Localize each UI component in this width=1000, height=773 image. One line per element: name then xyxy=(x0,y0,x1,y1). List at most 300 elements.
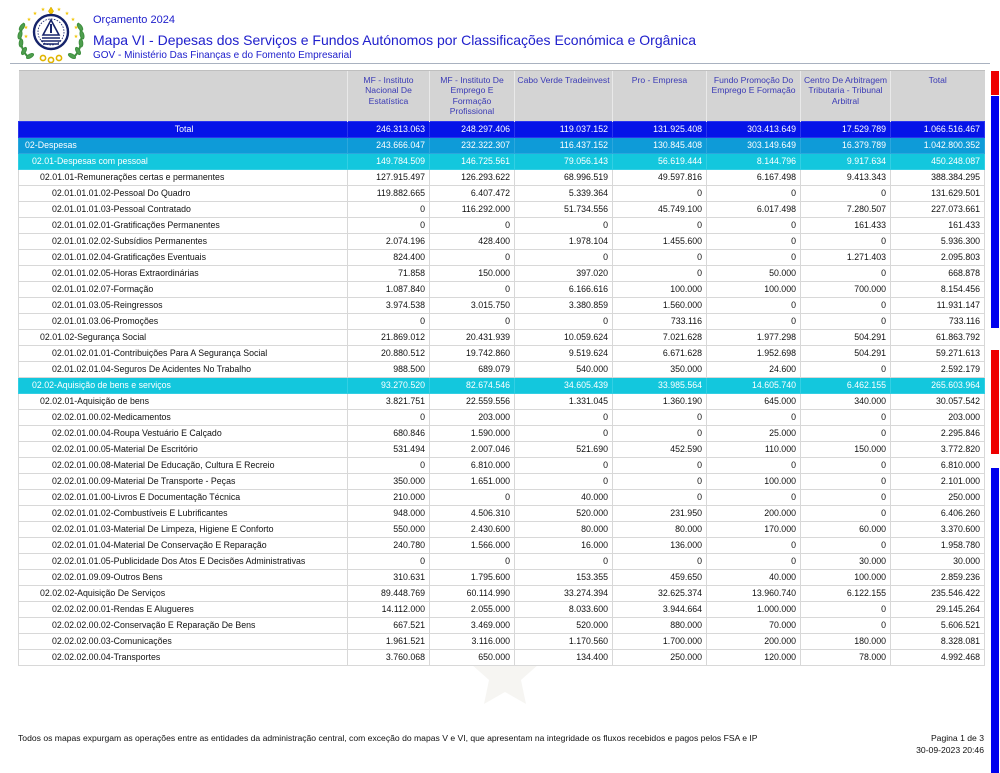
row-label-cell: 02.02.01.01.02-Combustíveis E Lubrificantes xyxy=(19,506,348,522)
corner-header-cell xyxy=(19,71,348,122)
table-row xyxy=(19,522,985,538)
budget-report xyxy=(18,70,985,666)
table-row xyxy=(19,442,985,458)
value-cell: 0 xyxy=(707,314,801,330)
value-cell: 243.666.047 xyxy=(348,138,430,154)
value-cell: 130.845.408 xyxy=(613,138,707,154)
value-cell: 452.590 xyxy=(613,442,707,458)
value-cell: 0 xyxy=(801,234,891,250)
value-cell: 6.406.260 xyxy=(891,506,985,522)
edge-bar-blue-upper xyxy=(991,96,999,328)
value-cell: 100.000 xyxy=(613,282,707,298)
value-cell: 9.917.634 xyxy=(801,154,891,170)
svg-text:★: ★ xyxy=(32,11,38,17)
value-cell: 2.007.046 xyxy=(430,442,515,458)
value-cell: 0 xyxy=(348,314,430,330)
value-cell: 1.360.190 xyxy=(613,394,707,410)
value-cell: 8.328.081 xyxy=(891,634,985,650)
value-cell: 1.087.840 xyxy=(348,282,430,298)
row-label-cell: 02.01.01.01.02-Pessoal Do Quadro xyxy=(19,186,348,202)
value-cell: 0 xyxy=(707,538,801,554)
value-cell: 0 xyxy=(801,426,891,442)
value-cell: 8.154.456 xyxy=(891,282,985,298)
row-label-cell: 02.02.01.00.02-Medicamentos xyxy=(19,410,348,426)
value-cell: 0 xyxy=(515,410,613,426)
table-row xyxy=(19,266,985,282)
table-row xyxy=(19,410,985,426)
value-cell: 1.795.600 xyxy=(430,570,515,586)
value-cell: 250.000 xyxy=(613,650,707,666)
value-cell: 78.000 xyxy=(801,650,891,666)
value-cell: 0 xyxy=(707,218,801,234)
value-cell: 0 xyxy=(801,362,891,378)
value-cell: 170.000 xyxy=(707,522,801,538)
value-cell: 0 xyxy=(801,314,891,330)
value-cell: 6.122.155 xyxy=(801,586,891,602)
row-label-cell: 02.02.01-Aquisição de bens xyxy=(19,394,348,410)
value-cell: 2.430.600 xyxy=(430,522,515,538)
value-cell: 3.116.000 xyxy=(430,634,515,650)
value-cell: 33.985.564 xyxy=(613,378,707,394)
value-cell: 0 xyxy=(801,474,891,490)
table-row xyxy=(19,506,985,522)
value-cell: 5.339.364 xyxy=(515,186,613,202)
value-cell: 0 xyxy=(801,490,891,506)
value-cell: 93.270.520 xyxy=(348,378,430,394)
value-cell: 1.978.104 xyxy=(515,234,613,250)
column-header-4: Fundo Promoção Do Emprego E Formação xyxy=(707,71,801,122)
value-cell: 700.000 xyxy=(801,282,891,298)
table-row xyxy=(19,650,985,666)
value-cell: 9.519.624 xyxy=(515,346,613,362)
value-cell: 6.810.000 xyxy=(891,458,985,474)
table-body xyxy=(19,122,985,666)
value-cell: 0 xyxy=(430,218,515,234)
value-cell: 200.000 xyxy=(707,506,801,522)
value-cell: 824.400 xyxy=(348,250,430,266)
value-cell: 0 xyxy=(613,554,707,570)
value-cell: 0 xyxy=(801,458,891,474)
value-cell: 231.950 xyxy=(613,506,707,522)
value-cell: 0 xyxy=(348,218,430,234)
table-row xyxy=(19,250,985,266)
value-cell: 0 xyxy=(515,426,613,442)
value-cell: 550.000 xyxy=(348,522,430,538)
value-cell: 0 xyxy=(801,266,891,282)
value-cell: 1.170.560 xyxy=(515,634,613,650)
value-cell: 0 xyxy=(430,554,515,570)
value-cell: 733.116 xyxy=(613,314,707,330)
value-cell: 1.977.298 xyxy=(707,330,801,346)
value-cell: 203.000 xyxy=(430,410,515,426)
value-cell: 16.379.789 xyxy=(801,138,891,154)
table-row xyxy=(19,602,985,618)
value-cell: 71.858 xyxy=(348,266,430,282)
value-cell: 29.145.264 xyxy=(891,602,985,618)
value-cell: 131.925.408 xyxy=(613,122,707,138)
value-cell: 388.384.295 xyxy=(891,170,985,186)
value-cell: 34.605.439 xyxy=(515,378,613,394)
value-cell: 161.433 xyxy=(891,218,985,234)
value-cell: 127.915.497 xyxy=(348,170,430,186)
value-cell: 0 xyxy=(430,314,515,330)
value-cell: 645.000 xyxy=(707,394,801,410)
report-header xyxy=(93,14,696,61)
value-cell: 350.000 xyxy=(613,362,707,378)
value-cell: 6.810.000 xyxy=(430,458,515,474)
svg-text:★: ★ xyxy=(40,7,46,13)
table-row xyxy=(19,186,985,202)
value-cell: 3.760.068 xyxy=(348,650,430,666)
budget-table xyxy=(18,70,985,666)
value-cell: 0 xyxy=(430,282,515,298)
value-cell: 2.101.000 xyxy=(891,474,985,490)
value-cell: 10.059.624 xyxy=(515,330,613,346)
value-cell: 14.605.740 xyxy=(707,378,801,394)
value-cell: 520.000 xyxy=(515,618,613,634)
row-label-cell: 02.02.01.01.00-Livros E Documentação Técnica xyxy=(19,490,348,506)
table-row xyxy=(19,330,985,346)
table-row xyxy=(19,394,985,410)
cabo-verde-emblem-logo xyxy=(12,5,90,63)
value-cell: 0 xyxy=(613,186,707,202)
value-cell: 89.448.769 xyxy=(348,586,430,602)
value-cell: 0 xyxy=(801,538,891,554)
value-cell: 227.073.661 xyxy=(891,202,985,218)
value-cell: 4.992.468 xyxy=(891,650,985,666)
value-cell: 6.017.498 xyxy=(707,202,801,218)
value-cell: 45.749.100 xyxy=(613,202,707,218)
table-row xyxy=(19,346,985,362)
value-cell: 3.380.859 xyxy=(515,298,613,314)
value-cell: 0 xyxy=(707,490,801,506)
value-cell: 0 xyxy=(801,298,891,314)
value-cell: 0 xyxy=(515,458,613,474)
value-cell: 0 xyxy=(613,410,707,426)
value-cell: 680.846 xyxy=(348,426,430,442)
value-cell: 265.603.964 xyxy=(891,378,985,394)
value-cell: 0 xyxy=(707,234,801,250)
table-row xyxy=(19,154,985,170)
value-cell: 180.000 xyxy=(801,634,891,650)
row-label-cell: 02.01.02.01.04-Seguros De Acidentes No Trabalho xyxy=(19,362,348,378)
value-cell: 504.291 xyxy=(801,346,891,362)
column-header-5: Centro De Arbitragem Tributaria - Tribunal Arbitral xyxy=(801,71,891,122)
value-cell: 668.878 xyxy=(891,266,985,282)
value-cell: 33.274.394 xyxy=(515,586,613,602)
value-cell: 200.000 xyxy=(707,634,801,650)
value-cell: 119.882.665 xyxy=(348,186,430,202)
table-row xyxy=(19,122,985,138)
value-cell: 19.742.860 xyxy=(430,346,515,362)
value-cell: 59.271.613 xyxy=(891,346,985,362)
value-cell: 1.331.045 xyxy=(515,394,613,410)
value-cell: 14.112.000 xyxy=(348,602,430,618)
page-info xyxy=(916,732,984,756)
value-cell: 51.734.556 xyxy=(515,202,613,218)
table-row xyxy=(19,618,985,634)
value-cell: 22.559.556 xyxy=(430,394,515,410)
value-cell: 450.248.087 xyxy=(891,154,985,170)
page-number: Pagina 1 de 3 xyxy=(930,733,984,743)
row-label-cell: 02.02.01.00.09-Material De Transporte - Peças xyxy=(19,474,348,490)
value-cell: 61.863.792 xyxy=(891,330,985,346)
value-cell: 340.000 xyxy=(801,394,891,410)
row-label-cell: 02.02.02-Aquisição De Serviços xyxy=(19,586,348,602)
value-cell: 1.042.800.352 xyxy=(891,138,985,154)
value-cell: 7.021.628 xyxy=(613,330,707,346)
value-cell: 120.000 xyxy=(707,650,801,666)
value-cell: 8.144.796 xyxy=(707,154,801,170)
value-cell: 210.000 xyxy=(348,490,430,506)
value-cell: 153.355 xyxy=(515,570,613,586)
value-cell: 2.295.846 xyxy=(891,426,985,442)
value-cell: 30.057.542 xyxy=(891,394,985,410)
value-cell: 13.960.740 xyxy=(707,586,801,602)
edge-bar-red-top xyxy=(991,71,999,95)
value-cell: 0 xyxy=(430,490,515,506)
value-cell: 428.400 xyxy=(430,234,515,250)
row-label-cell: 02.02.01.00.04-Roupa Vestuário E Calçado xyxy=(19,426,348,442)
value-cell: 1.560.000 xyxy=(613,298,707,314)
value-cell: 0 xyxy=(430,250,515,266)
value-cell: 80.000 xyxy=(515,522,613,538)
value-cell: 0 xyxy=(707,186,801,202)
value-cell: 131.629.501 xyxy=(891,186,985,202)
value-cell: 0 xyxy=(613,266,707,282)
value-cell: 100.000 xyxy=(801,570,891,586)
value-cell: 16.000 xyxy=(515,538,613,554)
value-cell: 3.015.750 xyxy=(430,298,515,314)
value-cell: 161.433 xyxy=(801,218,891,234)
value-cell: 689.079 xyxy=(430,362,515,378)
value-cell: 2.859.236 xyxy=(891,570,985,586)
value-cell: 203.000 xyxy=(891,410,985,426)
value-cell: 20.431.939 xyxy=(430,330,515,346)
value-cell: 11.931.147 xyxy=(891,298,985,314)
value-cell: 667.521 xyxy=(348,618,430,634)
value-cell: 6.671.628 xyxy=(613,346,707,362)
value-cell: 49.597.816 xyxy=(613,170,707,186)
value-cell: 459.650 xyxy=(613,570,707,586)
value-cell: 1.952.698 xyxy=(707,346,801,362)
value-cell: 650.000 xyxy=(430,650,515,666)
table-row xyxy=(19,426,985,442)
value-cell: 1.566.000 xyxy=(430,538,515,554)
value-cell: 248.297.406 xyxy=(430,122,515,138)
header-divider xyxy=(10,63,990,64)
row-label-cell: 02.01.01.03.06-Promoções xyxy=(19,314,348,330)
value-cell: 9.413.343 xyxy=(801,170,891,186)
value-cell: 531.494 xyxy=(348,442,430,458)
value-cell: 3.370.600 xyxy=(891,522,985,538)
value-cell: 0 xyxy=(613,426,707,442)
value-cell: 0 xyxy=(707,554,801,570)
table-row xyxy=(19,554,985,570)
value-cell: 0 xyxy=(613,458,707,474)
value-cell: 0 xyxy=(348,554,430,570)
value-cell: 149.784.509 xyxy=(348,154,430,170)
column-header-1: MF - Instituto De Emprego E Formação Profissional xyxy=(430,71,515,122)
svg-text:★: ★ xyxy=(70,17,76,23)
table-row xyxy=(19,634,985,650)
value-cell: 240.780 xyxy=(348,538,430,554)
value-cell: 504.291 xyxy=(801,330,891,346)
value-cell: 6.407.472 xyxy=(430,186,515,202)
row-label-cell: 02.02.01.01.03-Material De Limpeza, Higiene E Conforto xyxy=(19,522,348,538)
value-cell: 520.000 xyxy=(515,506,613,522)
value-cell: 5.936.300 xyxy=(891,234,985,250)
value-cell: 116.292.000 xyxy=(430,202,515,218)
value-cell: 540.000 xyxy=(515,362,613,378)
value-cell: 8.033.600 xyxy=(515,602,613,618)
value-cell: 1.958.780 xyxy=(891,538,985,554)
svg-text:★: ★ xyxy=(64,11,70,17)
row-label-cell: 02.02-Aquisição de bens e serviços xyxy=(19,378,348,394)
value-cell: 30.000 xyxy=(891,554,985,570)
row-label-cell: 02.02.02.00.02-Conservação E Reparação De Bens xyxy=(19,618,348,634)
value-cell: 20.880.512 xyxy=(348,346,430,362)
row-label-cell: 02.02.01.01.04-Material De Conservação E Reparação xyxy=(19,538,348,554)
value-cell: 60.000 xyxy=(801,522,891,538)
value-cell: 0 xyxy=(707,410,801,426)
value-cell: 0 xyxy=(515,218,613,234)
value-cell: 0 xyxy=(801,410,891,426)
value-cell: 6.462.155 xyxy=(801,378,891,394)
value-cell: 2.095.803 xyxy=(891,250,985,266)
table-row xyxy=(19,282,985,298)
value-cell: 397.020 xyxy=(515,266,613,282)
row-label-cell: 02.01.01.03.05-Reingressos xyxy=(19,298,348,314)
value-cell: 232.322.307 xyxy=(430,138,515,154)
value-cell: 100.000 xyxy=(707,474,801,490)
table-row xyxy=(19,202,985,218)
column-header-row xyxy=(19,71,985,122)
value-cell: 3.944.664 xyxy=(613,602,707,618)
value-cell: 2.055.000 xyxy=(430,602,515,618)
value-cell: 310.631 xyxy=(348,570,430,586)
value-cell: 1.961.521 xyxy=(348,634,430,650)
value-cell: 17.529.789 xyxy=(801,122,891,138)
value-cell: 0 xyxy=(707,250,801,266)
value-cell: 350.000 xyxy=(348,474,430,490)
value-cell: 0 xyxy=(348,458,430,474)
column-header-3: Pro - Empresa xyxy=(613,71,707,122)
table-row xyxy=(19,298,985,314)
value-cell: 2.074.196 xyxy=(348,234,430,250)
row-label-cell: 02.01.02-Segurança Social xyxy=(19,330,348,346)
row-label-cell: 02.02.01.00.08-Material De Educação, Cultura E Recreio xyxy=(19,458,348,474)
value-cell: 5.606.521 xyxy=(891,618,985,634)
table-row xyxy=(19,474,985,490)
value-cell: 246.313.063 xyxy=(348,122,430,138)
value-cell: 79.056.143 xyxy=(515,154,613,170)
column-header-6: Total xyxy=(891,71,985,122)
table-row xyxy=(19,234,985,250)
value-cell: 134.400 xyxy=(515,650,613,666)
value-cell: 56.619.444 xyxy=(613,154,707,170)
value-cell: 82.674.546 xyxy=(430,378,515,394)
column-header-0: MF - Instituto Nacional De Estatística xyxy=(348,71,430,122)
value-cell: 988.500 xyxy=(348,362,430,378)
row-label-cell: 02.01.01.02.07-Formação xyxy=(19,282,348,298)
svg-text:★: ★ xyxy=(73,34,79,40)
value-cell: 0 xyxy=(348,410,430,426)
value-cell: 733.116 xyxy=(891,314,985,330)
page-title: Mapa VI - Depesas dos Serviços e Fundos Autónomos por Classificações Económica e Orgânica xyxy=(93,32,697,48)
svg-text:★: ★ xyxy=(23,34,29,40)
value-cell: 0 xyxy=(515,250,613,266)
table-row xyxy=(19,570,985,586)
value-cell: 1.590.000 xyxy=(430,426,515,442)
value-cell: 0 xyxy=(613,218,707,234)
row-label-cell: 02.02.02.00.01-Rendas E Alugueres xyxy=(19,602,348,618)
value-cell: 0 xyxy=(801,186,891,202)
value-cell: 303.149.649 xyxy=(707,138,801,154)
value-cell: 0 xyxy=(613,490,707,506)
table-row xyxy=(19,362,985,378)
value-cell: 1.700.000 xyxy=(613,634,707,650)
row-label-cell: 02.01.01-Remunerações certas e permanentes xyxy=(19,170,348,186)
value-cell: 1.066.516.467 xyxy=(891,122,985,138)
value-cell: 1.455.600 xyxy=(613,234,707,250)
value-cell: 110.000 xyxy=(707,442,801,458)
value-cell: 0 xyxy=(707,298,801,314)
table-row xyxy=(19,138,985,154)
value-cell: 303.413.649 xyxy=(707,122,801,138)
value-cell: 948.000 xyxy=(348,506,430,522)
value-cell: 0 xyxy=(801,506,891,522)
edge-bar-red-middle xyxy=(991,350,999,454)
row-label-cell: 02.01.01.02.04-Gratificações Eventuais xyxy=(19,250,348,266)
value-cell: 0 xyxy=(801,618,891,634)
svg-text:★: ★ xyxy=(23,25,29,31)
row-label-cell: 02.01.02.01.01-Contribuições Para A Segurança Social xyxy=(19,346,348,362)
value-cell: 60.114.990 xyxy=(430,586,515,602)
value-cell: 40.000 xyxy=(515,490,613,506)
row-label-cell: 02-Despesas xyxy=(19,138,348,154)
value-cell: 3.772.820 xyxy=(891,442,985,458)
value-cell: 40.000 xyxy=(707,570,801,586)
value-cell: 3.469.000 xyxy=(430,618,515,634)
value-cell: 68.996.519 xyxy=(515,170,613,186)
column-header-2: Cabo Verde Tradeinvest xyxy=(515,71,613,122)
value-cell: 0 xyxy=(801,602,891,618)
value-cell: 30.000 xyxy=(801,554,891,570)
footer-note: Todos os mapas expurgam as operações entre as entidades da administração central, com exceção do mapas V e VI, que apresentam na integridade os fluxos recebidos e pagos pelos FSA e IP xyxy=(18,733,758,743)
table-row xyxy=(19,586,985,602)
value-cell: 250.000 xyxy=(891,490,985,506)
row-label-cell: Total xyxy=(19,122,348,138)
row-label-cell: 02.01-Despesas com pessoal xyxy=(19,154,348,170)
table-row xyxy=(19,314,985,330)
row-label-cell: 02.01.01.01.03-Pessoal Contratado xyxy=(19,202,348,218)
value-cell: 521.690 xyxy=(515,442,613,458)
value-cell: 2.592.179 xyxy=(891,362,985,378)
table-row xyxy=(19,378,985,394)
table-row xyxy=(19,170,985,186)
value-cell: 136.000 xyxy=(613,538,707,554)
value-cell: 235.546.422 xyxy=(891,586,985,602)
svg-text:★: ★ xyxy=(73,25,79,31)
value-cell: 24.600 xyxy=(707,362,801,378)
report-timestamp: 30-09-2023 20:46 xyxy=(916,745,984,756)
value-cell: 0 xyxy=(613,250,707,266)
value-cell: 80.000 xyxy=(613,522,707,538)
value-cell: 150.000 xyxy=(801,442,891,458)
value-cell: 1.271.403 xyxy=(801,250,891,266)
value-cell: 3.821.751 xyxy=(348,394,430,410)
